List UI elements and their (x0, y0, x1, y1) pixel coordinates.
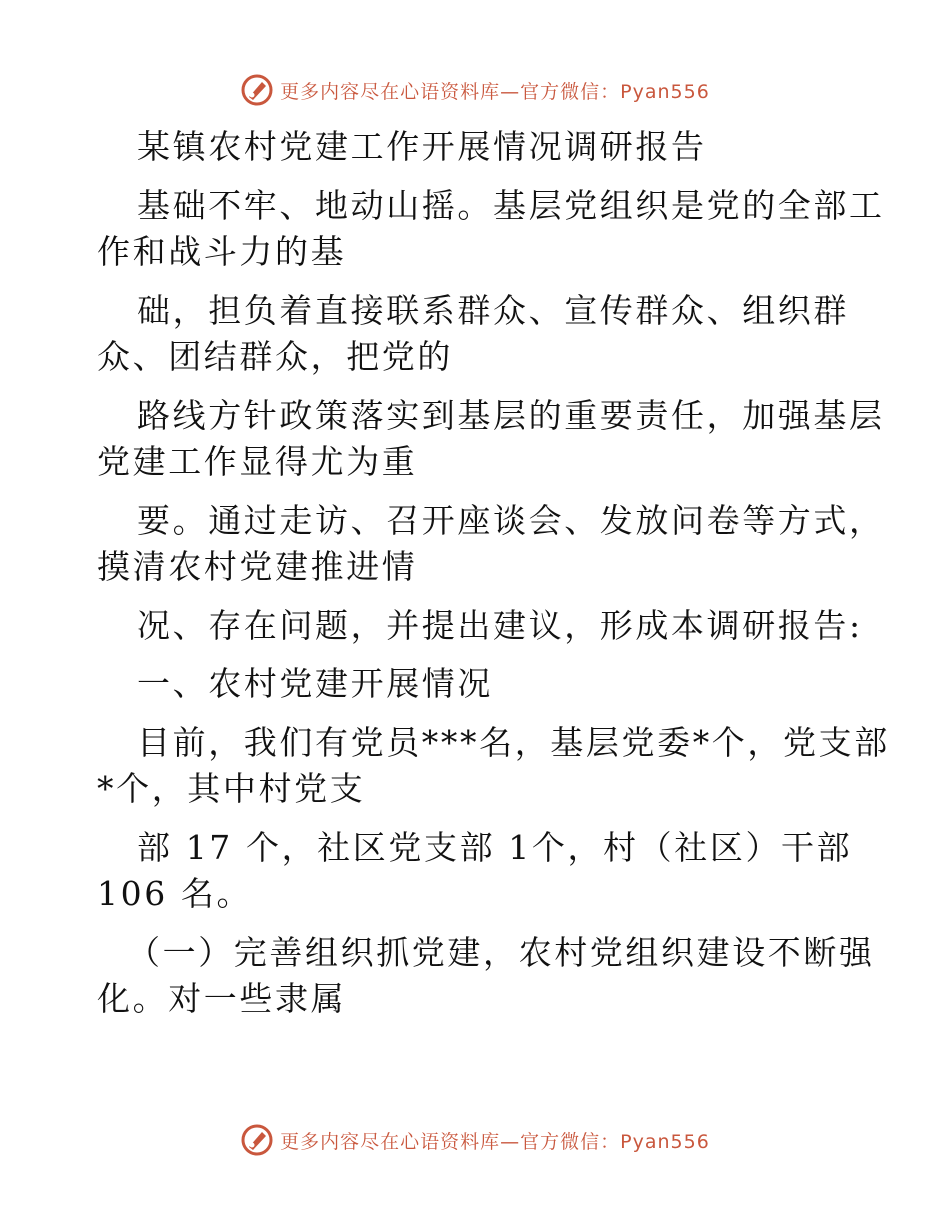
watermark-text: 更多内容尽在心语资料库—官方微信：Pyan556 (280, 1130, 710, 1153)
subsection-heading: （一）完善组织抓党建，农村党组织建设不断强 (127, 932, 875, 972)
paragraph-line: 党建工作显得尤为重 (97, 442, 418, 481)
paragraph-line: 摸清农村党建推进情 (97, 547, 418, 586)
paragraph-line: 众、团结群众，把党的 (97, 337, 453, 376)
paragraph-line: 础，担负着直接联系群众、宣传群众、组织群 (137, 290, 849, 330)
document-title: 某镇农村党建工作开展情况调研报告 (137, 127, 707, 166)
paragraph-line: 要。通过走访、召开座谈会、发放问卷等方式， (137, 500, 885, 540)
paragraph-line: 况、存在问题，并提出建议，形成本调研报告: (137, 605, 863, 645)
footer-watermark-banner (0, 1120, 950, 1160)
paragraph-line: 作和战斗力的基 (97, 232, 347, 271)
pen-logo-icon (240, 73, 274, 107)
paragraph-line: 106 名。 (97, 874, 253, 913)
paragraph-line: *个，其中村党支 (97, 769, 366, 808)
section-heading: 一、农村党建开展情况 (137, 664, 493, 703)
paragraph-line: 目前，我们有党员***名，基层党委*个，党支部 (137, 722, 890, 762)
header-watermark-banner (0, 70, 950, 110)
paragraph-line: 基础不牢、地动山摇。基层党组织是党的全部工 (137, 185, 885, 225)
paragraph-line: 化。对一些隶属 (97, 979, 347, 1018)
watermark-text: 更多内容尽在心语资料库—官方微信：Pyan556 (280, 80, 710, 103)
paragraph-line: 部 17 个，社区党支部 1个，村（社区）干部 (137, 827, 853, 867)
document-body (97, 124, 890, 1023)
pen-logo-icon (240, 1123, 274, 1157)
paragraph-line: 路线方针政策落实到基层的重要责任，加强基层 (137, 395, 885, 435)
